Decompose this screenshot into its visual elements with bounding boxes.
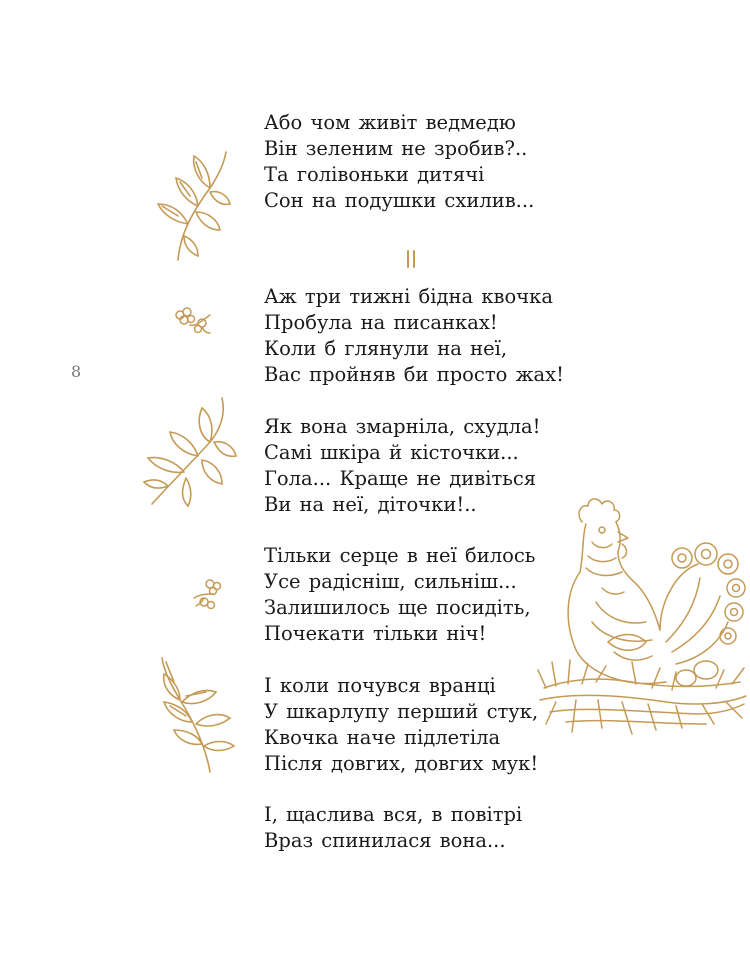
stanza-2: [264, 284, 604, 388]
stanza-1: [264, 110, 604, 214]
poem-line: Він зеленим не зробив?..: [264, 137, 528, 160]
poem-line: Усе радісніш, сильніш...: [264, 570, 517, 593]
poem-line: Аж три тижні бідна квочка: [264, 285, 553, 308]
poem-line: Залишилось ще посидіть,: [264, 596, 531, 619]
poem-line: Ви на неї, діточки!..: [264, 492, 477, 516]
leaf-branch-ornament-middle: [140, 392, 238, 510]
page-number: 8: [71, 362, 82, 381]
poem-line: Або чом живіт ведмедю: [264, 111, 516, 134]
stanza-5: [264, 673, 604, 777]
poem-line: Вас пройняв би просто жах!: [264, 363, 564, 386]
poem-line: Тільки серце в неї билось: [264, 544, 536, 567]
poem-line: Враз спинилася вона...: [264, 829, 506, 852]
poem-line: Сон на подушки схилив...: [264, 189, 535, 212]
poem-line: У шкарлупу перший стук,: [264, 699, 539, 723]
poem-line: І коли почувся вранці: [264, 673, 496, 697]
poem-line: Як вона змарніла, схудла!: [264, 414, 541, 438]
stanza-3: [264, 414, 604, 518]
poem-line: Почекати тільки ніч!: [264, 622, 487, 645]
poem-line: Гола... Краще не дивіться: [264, 466, 537, 490]
poem-line: І, щаслива вся, в повітрі: [264, 803, 523, 826]
poem-line: Коли б глянули на неї,: [264, 337, 508, 360]
leaf-branch-ornament-bottom: [146, 652, 236, 774]
stanza-6: [264, 802, 604, 854]
poem-line: Та голівоньки дитячі: [264, 163, 485, 186]
poem-line: Квочка наче підлетіла: [264, 725, 501, 749]
berry-sprig-ornament-2: [190, 576, 226, 612]
poem-line: Пробула на писанках!: [264, 311, 498, 334]
poem-line: Після довгих, довгих мук!: [264, 751, 539, 775]
berry-sprig-ornament-1: [172, 305, 214, 337]
poem-line: Самі шкіра й кісточки...: [264, 440, 519, 464]
stanza-4: [264, 543, 604, 647]
leaf-branch-ornament-top: [148, 148, 233, 263]
poem: [264, 110, 604, 880]
